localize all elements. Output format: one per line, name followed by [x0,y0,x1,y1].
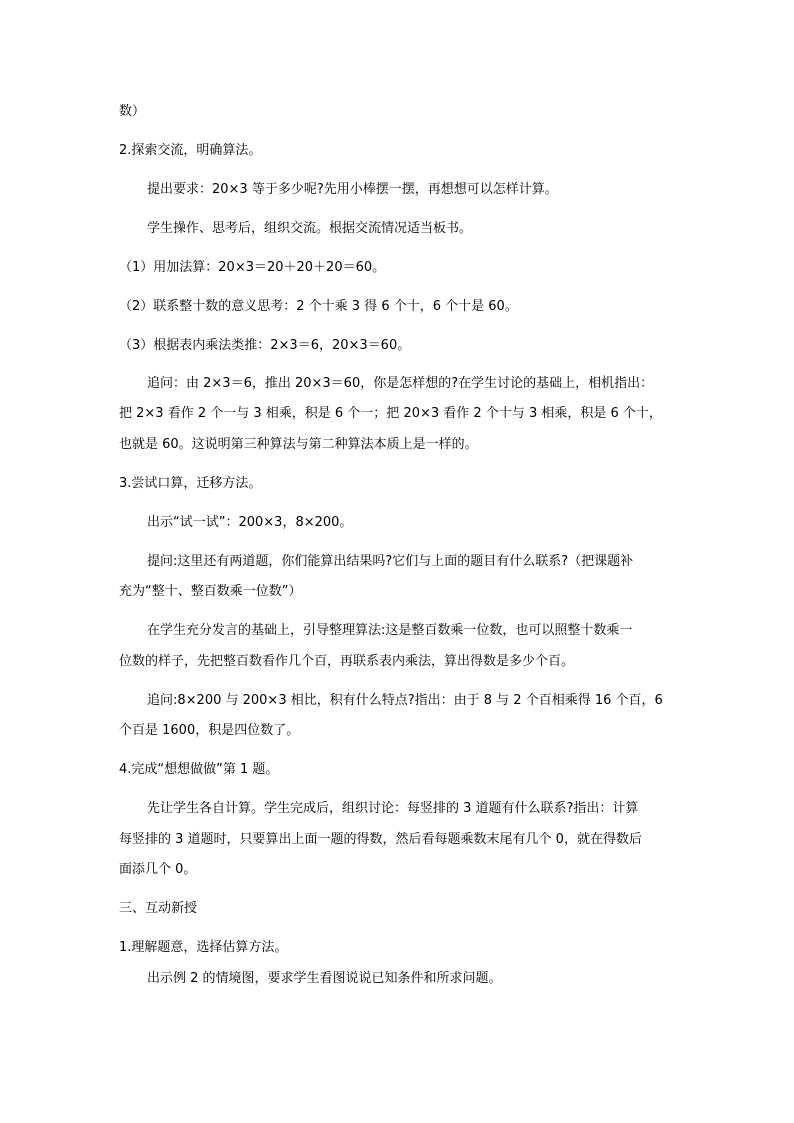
list-item: （3）根据表内乘法类推：2×3＝6，20×3＝60。 [119,338,411,353]
paragraph-line: 面添几个 0。 [119,862,197,877]
paragraph-line: 追问：由 2×3＝6，推出 20×3＝60，你是怎样想的?在学生讨论的基础上，相机指出： [147,376,654,391]
paragraph-line: 每竖排的 3 道题时，只要算出上面一题的得数，然后看每题乘数末尾有几个 0，就在得数后 [119,832,642,847]
paragraph-line: 提问:这里还有两道题，你们能算出结果吗?它们与上面的题目有什么联系?（把课题补 [147,554,634,569]
paragraph-line: 提出要求：20×3 等于多少呢?先用小棒摆一摆，再想想可以怎样计算。 [147,182,558,197]
section-heading: 4.完成“想想做做”第 1 题。 [119,762,279,777]
paragraph-line: 出示例 2 的情境图，要求学生看图说说已知条件和所求问题。 [147,971,502,986]
paragraph-line: 个百是 1600，积是四位数了。 [119,723,300,738]
paragraph-line: 在学生充分发言的基础上，引导整理算法:这是整百数乘一位数，也可以照整十数乘一 [147,623,633,638]
paragraph-line: 把 2×3 看作 2 个一与 3 相乘，积是 6 个一；把 20×3 看作 2 个十与 3 相乘，积是 6 个十， [119,406,662,421]
list-item: （1）用加法算：20×3＝20＋20＋20＝60。 [119,260,386,275]
paragraph-line: 先让学生各自计算。学生完成后，组织讨论：每竖排的 3 道题有什么联系?指出：计算 [147,801,639,816]
section-heading: 1.理解题意，选择估算方法。 [119,940,288,955]
list-item: （2）联系整十数的意义思考：2 个十乘 3 得 6 个十，6 个十是 60。 [119,299,518,314]
paragraph-line: 位数的样子，先把整百数看作几个百，再联系表内乘法，算出得数是多少个百。 [119,654,575,669]
paragraph-line: 充为“整十、整百数乘一位数”） [119,584,302,599]
paragraph-line: 出示“试一试”：200×3，8×200。 [147,515,353,530]
section-heading: 2.探索交流，明确算法。 [119,143,262,158]
text-line: 数） [119,104,146,119]
paragraph-line: 追问:8×200 与 200×3 相比，积有什么特点?指出：由于 8 与 2 个百相乘得 16 个百，6 [147,693,663,708]
paragraph-line: 也就是 60。这说明第三种算法与第二种算法本质上是一样的。 [119,437,478,452]
chapter-heading: 三、互动新授 [119,901,198,916]
paragraph-line: 学生操作、思考后，组织交流。根据交流情况适当板书。 [147,221,473,236]
section-heading: 3.尝试口算，迁移方法。 [119,476,262,491]
